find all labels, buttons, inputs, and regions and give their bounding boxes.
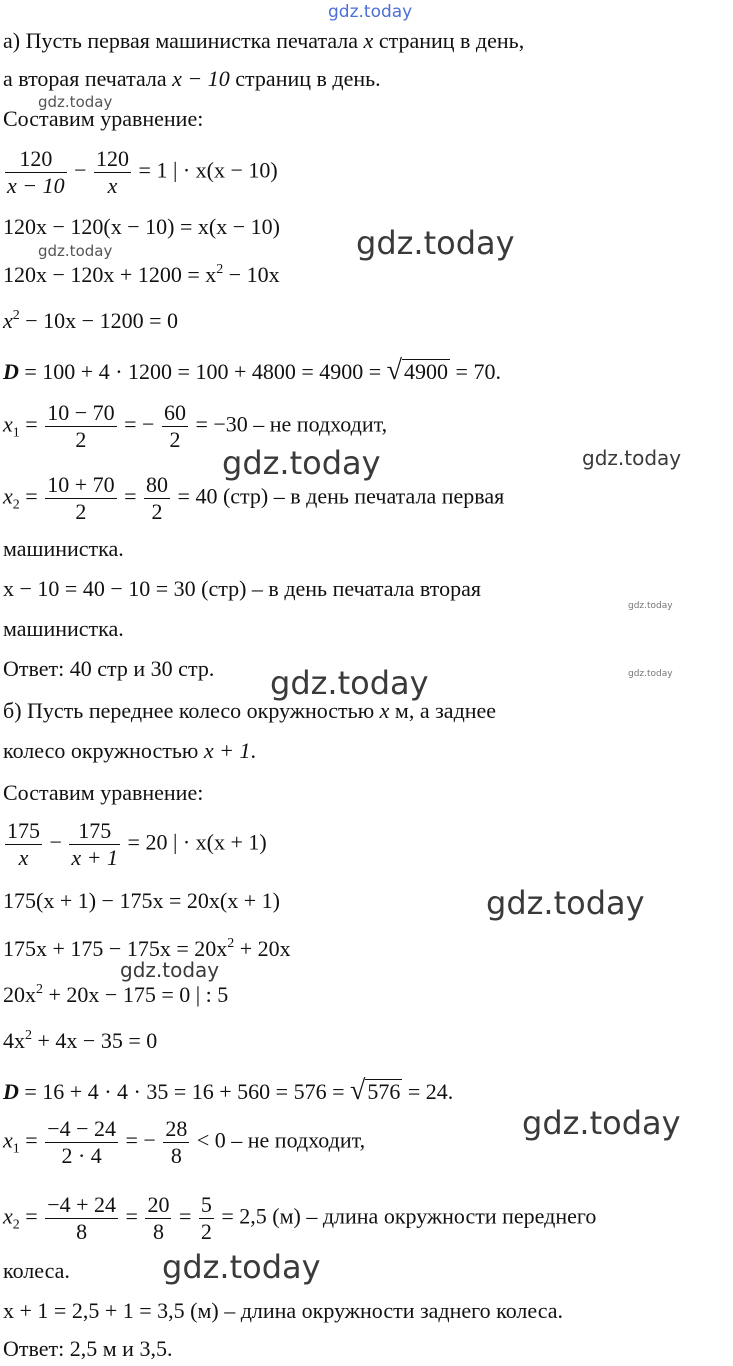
exponent: 2: [25, 1028, 32, 1043]
subscript: 1: [12, 1141, 20, 1157]
variable: x: [3, 1127, 13, 1153]
denominator: x: [107, 173, 118, 198]
numerator: 175: [69, 818, 120, 845]
expression: = 40 (стр) – в день печатала первая: [177, 483, 505, 509]
denominator: 2: [169, 427, 181, 452]
denominator: 2 · 4: [61, 1143, 102, 1168]
part-a-equation-3: [3, 262, 280, 288]
expression: < 0 – не подходит,: [196, 1127, 366, 1153]
sqrt-symbol: √: [350, 1075, 366, 1106]
expression: x + 1: [203, 738, 251, 763]
denominator: x: [18, 845, 29, 870]
numerator: 120: [96, 146, 130, 171]
fraction: [45, 400, 116, 453]
part-b-equation-2: 175(x + 1) − 175x = 20x(x + 1): [3, 888, 280, 913]
operator: −: [74, 157, 87, 183]
watermark: gdz.today: [522, 1104, 681, 1142]
expression: + 20x − 175 = 0 | : 5: [43, 982, 229, 1007]
part-a-second-typist: x − 10 = 40 − 10 = 30 (стр) – в день печатала вторая: [3, 576, 481, 601]
equation-rhs: = 20 | · x(x + 1): [127, 829, 267, 855]
exponent: 2: [36, 982, 43, 997]
text-segment: а) Пусть первая машинистка печатала: [3, 28, 364, 53]
operator: =: [178, 1203, 197, 1229]
fraction: [144, 472, 170, 525]
fraction: [45, 1192, 118, 1245]
exponent: 2: [12, 308, 20, 323]
part-b-equation-4: [3, 982, 228, 1008]
fraction: [5, 818, 42, 871]
part-b-intro-line-2: [3, 738, 256, 764]
numerator: 10 + 70: [47, 472, 115, 497]
denominator: 8: [76, 1219, 88, 1244]
fraction: [163, 1116, 189, 1169]
numerator: 20: [147, 1192, 170, 1217]
operator: =: [19, 483, 44, 509]
fraction: [69, 818, 120, 871]
subscript: 2: [12, 1217, 20, 1233]
numerator: 175: [7, 818, 40, 843]
part-b-equation-1: [3, 818, 267, 871]
numerator: 60: [163, 400, 186, 425]
expression: = −30 – не подходит,: [195, 411, 388, 437]
watermark: gdz.today: [222, 444, 381, 482]
discriminant-symbol: D: [3, 1079, 19, 1104]
fraction: [45, 472, 116, 525]
variable: x: [3, 1203, 13, 1229]
fraction: [199, 1192, 214, 1245]
operator: =: [124, 483, 143, 509]
variable: x: [3, 411, 13, 437]
denominator: 2: [200, 1219, 212, 1244]
part-a-answer: Ответ: 40 стр и 30 стр.: [3, 656, 215, 681]
part-a-equation-2: 120x − 120(x − 10) = x(x − 10): [3, 214, 280, 239]
part-a-second-typist-continued: машинистка.: [3, 616, 124, 641]
exponent: 2: [227, 936, 235, 951]
text-segment: страниц в день.: [229, 66, 381, 91]
watermark: gdz.today: [628, 601, 673, 611]
denominator: 2: [151, 499, 163, 524]
variable: x: [379, 698, 390, 723]
numerator: 80: [146, 472, 169, 497]
numerator: 28: [165, 1116, 188, 1141]
text-segment: б) Пусть переднее колесо окружностью: [3, 698, 380, 723]
variable: x: [3, 483, 13, 509]
numerator: 10 − 70: [47, 400, 115, 425]
text-segment: м, а заднее: [389, 698, 497, 723]
expression: = 2,5 (м) – длина окружности переднего: [221, 1203, 597, 1229]
watermark: gdz.today: [270, 664, 429, 702]
watermark: gdz.today: [38, 93, 113, 111]
expression: = 16 + 4 · 4 · 35 = 16 + 560 = 576 =: [18, 1079, 350, 1104]
expression: 175x + 175 − 175x = 20x: [3, 936, 228, 961]
part-a-discriminant: [3, 355, 501, 386]
watermark: gdz.today: [582, 446, 682, 470]
radicand: 576: [367, 1079, 401, 1104]
expression: 4x: [3, 1028, 25, 1053]
numerator: 5: [200, 1192, 212, 1217]
part-b-answer: Ответ: 2,5 м и 3,5.: [3, 1336, 173, 1361]
subscript: 1: [12, 425, 20, 441]
radicand: 4900: [404, 359, 449, 384]
discriminant-symbol: D: [3, 359, 19, 384]
watermark-top: gdz.today: [328, 2, 413, 22]
expression: 120x − 120x + 1200 = x: [3, 262, 217, 287]
numerator: 120: [5, 146, 67, 173]
expression: = 100 + 4 · 1200 = 100 + 4800 = 4900 =: [18, 359, 387, 384]
operator: =: [19, 1203, 44, 1229]
part-b-root-2-continued: колеса.: [3, 1258, 70, 1283]
part-a-intro-line-1: [3, 28, 524, 54]
expression: = 70.: [450, 359, 501, 384]
part-a-equation-1: [3, 146, 278, 199]
operator: −: [49, 829, 62, 855]
variable: x: [3, 308, 13, 333]
watermark: gdz.today: [486, 884, 645, 922]
part-a-intro-line-2: [3, 66, 381, 92]
variable: x: [363, 28, 374, 53]
watermark: gdz.today: [628, 669, 673, 679]
denominator: 8: [170, 1143, 182, 1168]
part-b-compose-label: Составим уравнение:: [3, 780, 204, 805]
expression: + 4x − 35 = 0: [32, 1028, 158, 1053]
operator: =: [125, 1203, 144, 1229]
denominator: x + 1: [71, 845, 119, 870]
fraction: [5, 146, 67, 199]
sqrt-symbol: √: [386, 355, 403, 386]
denominator: 8: [152, 1219, 164, 1244]
operator: = −: [125, 1127, 162, 1153]
part-b-root-1: [3, 1116, 365, 1169]
text-segment: а вторая печатала: [3, 66, 173, 91]
operator: = −: [124, 411, 160, 437]
expression: − 10x: [223, 262, 280, 287]
denominator: x − 10: [7, 173, 65, 198]
part-b-equation-5: [3, 1028, 157, 1054]
denominator: 2: [75, 499, 87, 524]
numerator: −4 + 24: [47, 1192, 117, 1217]
operator: =: [19, 1127, 44, 1153]
expression: 20x: [3, 982, 36, 1007]
text-segment: .: [250, 738, 256, 763]
numerator: −4 − 24: [47, 1116, 117, 1141]
part-b-rear-wheel: x + 1 = 2,5 + 1 = 3,5 (м) – длина окружности заднего колеса.: [3, 1298, 564, 1323]
watermark: gdz.today: [120, 958, 220, 982]
watermark: gdz.today: [162, 1248, 321, 1286]
text-segment: колесо окружностью: [3, 738, 204, 763]
fraction: [162, 400, 188, 453]
fraction: [94, 146, 131, 199]
watermark: gdz.today: [38, 242, 113, 260]
watermark: gdz.today: [356, 224, 515, 262]
expression: + 20x: [234, 936, 291, 961]
expression: x − 10: [172, 66, 230, 91]
subscript: 2: [12, 497, 20, 513]
fraction: [45, 1116, 118, 1169]
part-b-root-2: [3, 1192, 596, 1245]
fraction: [145, 1192, 171, 1245]
part-a-equation-4: [3, 308, 178, 334]
part-a-compose-label: Составим уравнение:: [3, 106, 204, 131]
part-b-discriminant: [3, 1075, 454, 1106]
exponent: 2: [216, 262, 224, 277]
operator: =: [19, 411, 44, 437]
denominator: 2: [75, 427, 87, 452]
expression: = 24.: [402, 1079, 454, 1104]
equation-rhs: = 1 | · x(x − 10): [138, 157, 278, 183]
text-segment: страниц в день,: [373, 28, 525, 53]
expression: − 10x − 1200 = 0: [19, 308, 178, 333]
part-a-root-2-continued: машинистка.: [3, 536, 124, 561]
